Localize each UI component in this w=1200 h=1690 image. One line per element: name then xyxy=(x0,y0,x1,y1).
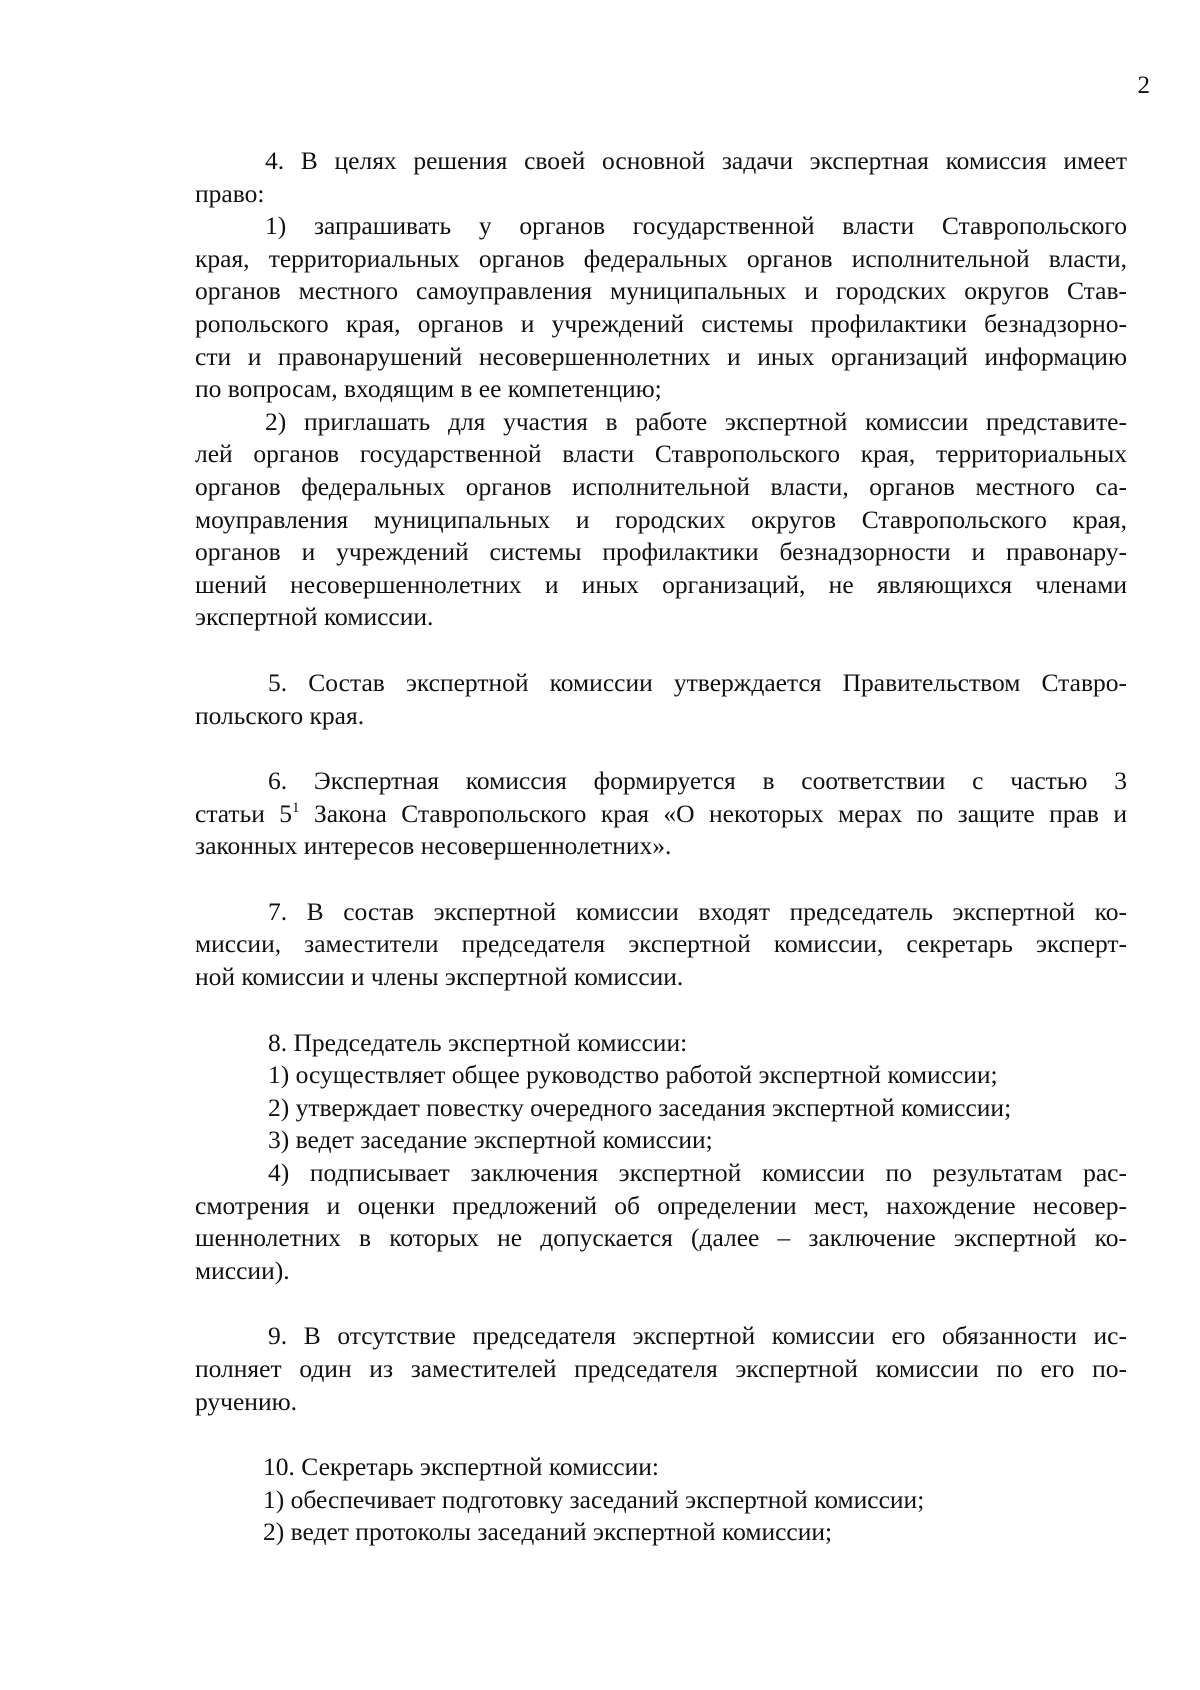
text-line: 8. Председатель экспертной комиссии: xyxy=(268,1027,688,1057)
text-fragment: статьи 5 xyxy=(195,798,293,828)
text-line: лей органов государственной власти Ставропольского края, территориальных xyxy=(195,439,1127,469)
text-line: 1) обеспечивает подготовку заседаний экспертной комиссии; xyxy=(263,1484,925,1514)
text-line: 4) подписывает заключения экспертной комиссии по результатам рас- xyxy=(268,1158,1127,1188)
paragraph-7 xyxy=(195,896,1127,994)
superscript: 1 xyxy=(292,799,300,816)
text-line: ропольского края, органов и учреждений системы профилактики безнадзорно- xyxy=(195,308,1127,338)
text-line: 1) запрашивать у органов государственной власти Ставропольского xyxy=(265,211,1127,241)
text-line: польского края. xyxy=(195,700,365,730)
paragraph-10 xyxy=(195,1451,1127,1549)
text-line: края, территориальных органов федеральных органов исполнительной власти, xyxy=(195,243,1127,273)
text-line: миссии). xyxy=(195,1255,290,1285)
text-line: смотрения и оценки предложений об определении мест, нахождение несовер- xyxy=(195,1190,1127,1220)
text-line: 3) ведет заседание экспертной комиссии; xyxy=(268,1125,713,1155)
text-line: законных интересов несовершеннолетних». xyxy=(195,831,672,861)
text-line: моуправления муниципальных и городских округов Ставропольского края, xyxy=(195,504,1127,534)
document-body xyxy=(195,145,1127,1549)
text-line xyxy=(195,798,1127,831)
text-line: 2) приглашать для участия в работе экспертной комиссии представите- xyxy=(265,406,1127,436)
text-line: экспертной комиссии. xyxy=(195,602,434,632)
paragraph-6 xyxy=(195,765,1127,863)
text-line: 7. В состав экспертной комиссии входят председатель экспертной ко- xyxy=(268,896,1127,926)
text-line: органов и учреждений системы профилактики безнадзорности и правонару- xyxy=(195,537,1127,567)
text-fragment: Закона Ставропольского края «О некоторых мерах по защите прав и xyxy=(299,798,1127,828)
text-line: 6. Экспертная комиссия формируется в соответствии с частью 3 xyxy=(268,766,1127,796)
text-line: органов местного самоуправления муниципальных и городских округов Став- xyxy=(195,276,1127,306)
text-line: право: xyxy=(195,178,265,208)
text-line: ручению. xyxy=(195,1386,298,1416)
text-line: ной комиссии и члены экспертной комиссии. xyxy=(195,962,684,992)
page-number: 2 xyxy=(1137,72,1150,99)
paragraph-5 xyxy=(195,667,1127,732)
paragraph-8 xyxy=(195,1027,1127,1288)
text-line: полняет один из заместителей председателя экспертной комиссии по его по- xyxy=(195,1354,1127,1383)
text-line: по вопросам, входящим в ее компетенцию; xyxy=(195,374,662,404)
text-line: миссии, заместители председателя экспертной комиссии, секретарь эксперт- xyxy=(195,929,1127,959)
text-line: 9. В отсутствие председателя экспертной комиссии его обязанности ис- xyxy=(268,1321,1127,1351)
text-line: 2) утверждает повестку очередного заседания экспертной комиссии; xyxy=(268,1092,1012,1122)
text-line: органов федеральных органов исполнительной власти, органов местного са- xyxy=(195,471,1127,501)
text-line: сти и правонарушений несовершеннолетних и иных организаций информацию xyxy=(195,341,1127,371)
text-line: 10. Секретарь экспертной комиссии: xyxy=(263,1452,659,1482)
text-line: 4. В целях решения своей основной задачи экспертная комиссия имеет xyxy=(265,146,1127,175)
text-line: шений несовершеннолетних и иных организаций, не являющихся членами xyxy=(195,569,1127,599)
text-line: шеннолетних в которых не допускается (далее – заключение экспертной ко- xyxy=(195,1223,1127,1253)
paragraph-9 xyxy=(195,1320,1127,1418)
text-line: 2) ведет протоколы заседаний экспертной комиссии; xyxy=(263,1517,833,1547)
text-line: 1) осуществляет общее руководство работой экспертной комиссии; xyxy=(268,1060,998,1090)
text-line: 5. Состав экспертной комиссии утверждается Правительством Ставро- xyxy=(268,667,1127,697)
paragraph-4 xyxy=(195,145,1127,634)
